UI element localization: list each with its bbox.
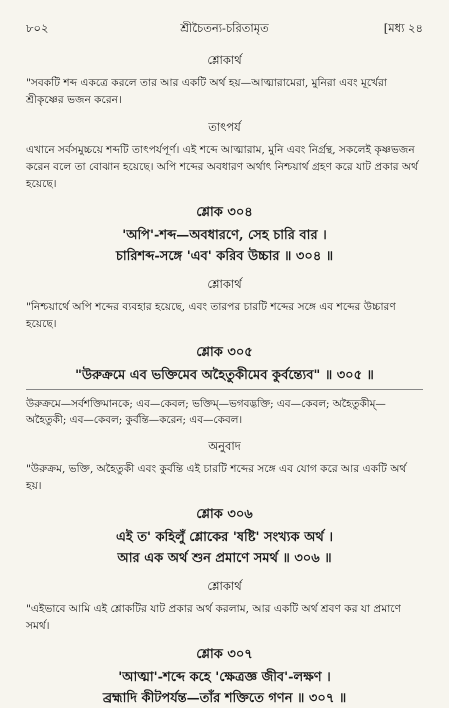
section-heading: শ্লোকার্থ — [207, 277, 242, 291]
verse-line: "উরুক্রমে এব ভক্তিমেব অহৈতুকীমেব কুর্বন্ত্যেব" ॥ ৩০৫ ॥ — [75, 368, 374, 383]
body-paragraph: এখানে সর্বসমুচ্চয়ে শব্দটি তাৎপর্যপূর্ণ। এই শব্দে আত্মারাম, মুনি এবং নির্গ্রন্থ, সকলেই কৃষ্ণভজন করেন বলে তা বোঝান হয়েছে। অপি শব্দের অবধারণ অর্থাৎ নিশ্চয়ার্থ গ্রহণ করে যাট প্রকার অর্থ হয়েছে। — [26, 144, 419, 190]
page-content — [26, 52, 423, 708]
verse-line: এই ত' কহিলুঁ শ্লোকের 'ষষ্টি' সংখ্যক অর্থ । — [116, 530, 333, 545]
verse-number: শ্লোক ৩০৫ — [196, 345, 253, 360]
divider — [26, 389, 423, 390]
section-heading: তাৎপর্য — [208, 120, 241, 134]
verse-line: 'অপি'-শব্দ—অবধারণে, সেহ চারি বার । — [122, 228, 327, 243]
synonyms-text: উরুক্রমে—সর্বশক্তিমানকে; এব—কেবল; ভক্তিম্—ভগবদ্ভক্তি; এব—কেবল; অহৈতুকীম্—অহৈতুকী; এব—কেবল; কুর্বন্তি—করেন; এব—কেবল। — [26, 398, 386, 426]
body-paragraph: "উরুক্রম, ভক্তি, অহৈতুকী এবং কুর্বন্তি এই চারটি শব্দের সঙ্গে এব যোগ করে আর একটি অর্থ হয়। — [26, 463, 407, 492]
page-number: ৮০২ — [26, 21, 49, 35]
verse-line: আর এক অর্থ শুন প্রমাণে সমর্থ ॥ ৩০৬ ॥ — [117, 551, 332, 566]
verse-line: 'আত্মা'-শব্দে কহে 'ক্ষেত্রজ্ঞ জীব'-লক্ষণ । — [118, 670, 331, 685]
body-paragraph: "এইভাবে আমি এই শ্লোকটির যাট প্রকার অর্থ করলাম, আর একটি অর্থ শ্রবণ কর যা প্রমাণে সমর্থ। — [26, 603, 401, 632]
verse-line: চারিশব্দ-সঙ্গে 'এব' করিব উচ্চার ॥ ৩০৪ ॥ — [115, 249, 334, 264]
verse-number: শ্লোক ৩০৭ — [196, 647, 253, 662]
verse-line: ব্রহ্মাদি কীটপর্যন্ত—তাঁর শক্তিতে গণন ॥ ৩০৭ ॥ — [102, 691, 347, 706]
section-heading: শ্লোকার্থ — [207, 53, 242, 67]
body-paragraph: "নিশ্চয়ার্থে অপি শব্দের ব্যবহার হয়েছে, এবং তারপর চারটি শব্দের সঙ্গে এব শব্দের উচ্চারণ হয়েছে। — [26, 301, 396, 330]
section-heading: শ্লোকার্থ — [207, 579, 242, 593]
verse-number: শ্লোক ৩০৬ — [196, 507, 253, 522]
running-title: শ্রীচৈতন্য-চরিতামৃত — [180, 21, 269, 35]
body-paragraph: "সবকটি শব্দ একত্রে করলে তার আর একটি অর্থ হয়—আত্মারামেরা, মুনিরা এবং মূর্খেরা শ্রীকৃষ্ণের ভজন করেন। — [26, 77, 387, 106]
page-header — [26, 20, 423, 42]
section-heading: অনুবাদ — [208, 439, 241, 453]
chapter-marker: [মধ্য ২৪ — [383, 21, 423, 35]
verse-number: শ্লোক ৩০৪ — [196, 205, 253, 220]
